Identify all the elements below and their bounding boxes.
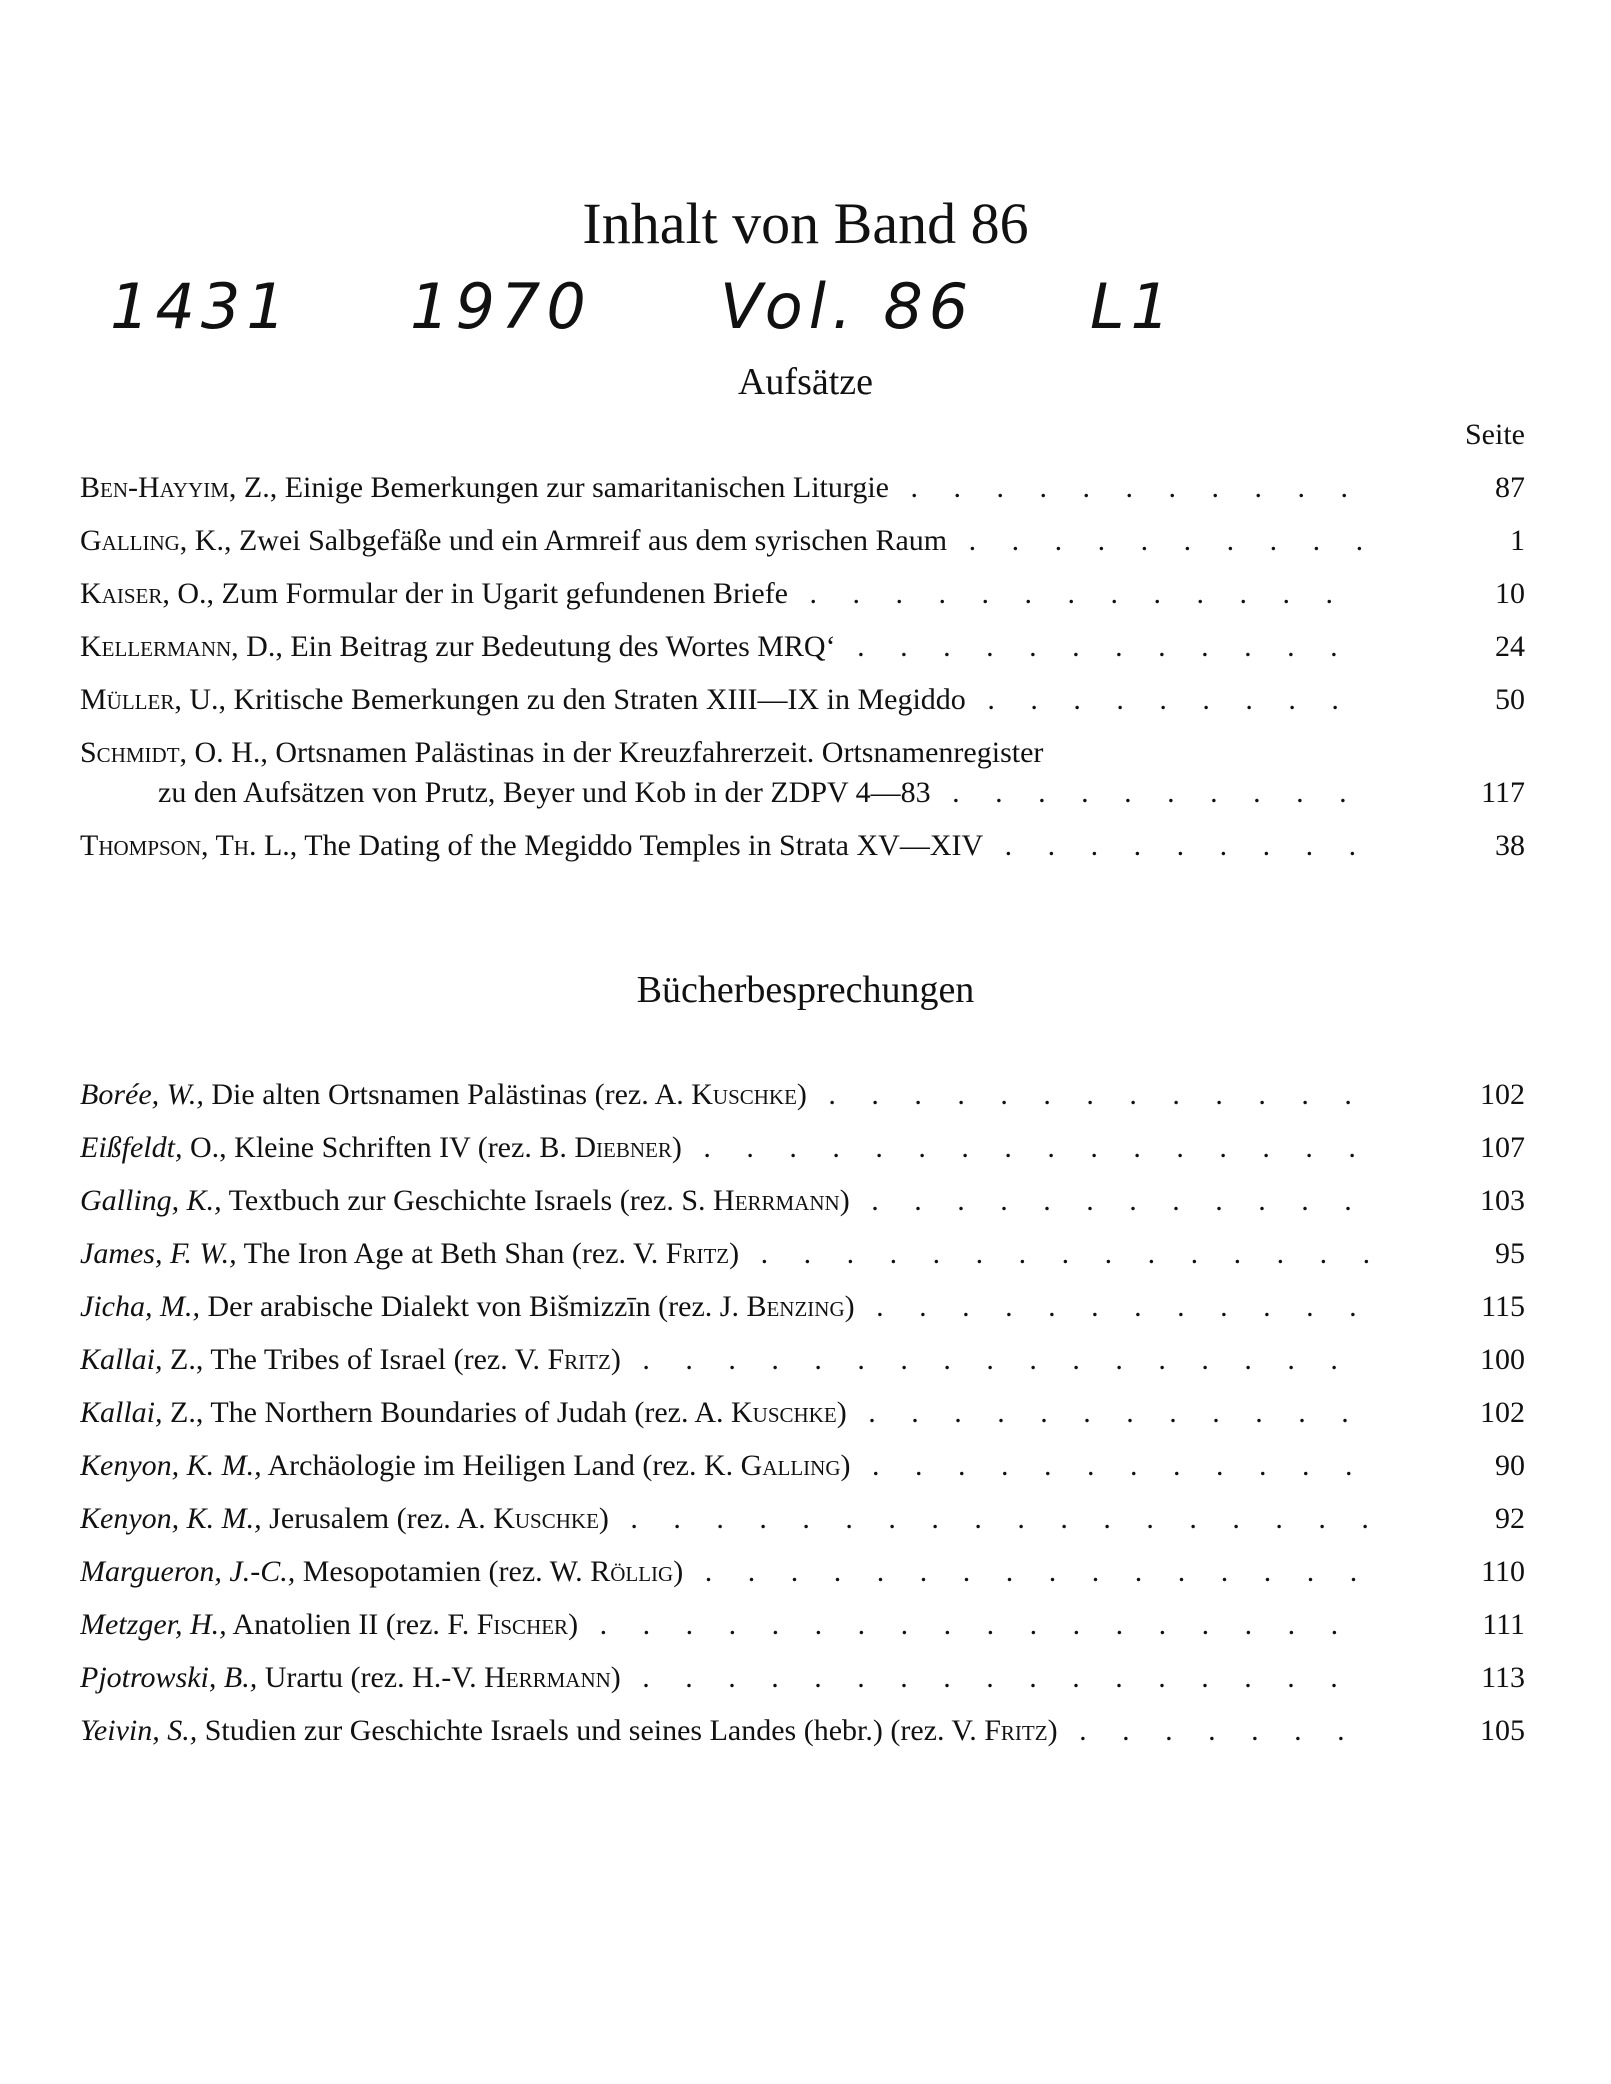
entry-page: 38 <box>1495 829 1525 862</box>
entry-title: Ortsnamen Palästinas in der Kreuzfahrerzeit. Ortsnamenregister <box>275 736 1044 769</box>
entry-page: 90 <box>1495 1449 1525 1482</box>
entry-title: Die alten Ortsnamen Palästinas (rez. A. <box>211 1078 684 1111</box>
entry-title: Textbuch zur Geschichte Israels (rez. S. <box>228 1184 706 1217</box>
entry-author-initials: O., <box>189 1131 227 1164</box>
entry-page: 92 <box>1495 1502 1525 1535</box>
page-column-label: Seite <box>1465 418 1525 451</box>
toc-entry <box>80 629 1525 682</box>
entry-page: 24 <box>1495 630 1525 663</box>
section-heading-buecherbesprechungen: Bücherbesprechungen <box>636 969 975 1011</box>
review-entry: Kenyon, K. M., Jerusalem (rez. A. Kuschke) . . . 92 <box>80 1501 1525 1554</box>
entry-page: 111 <box>1482 1608 1525 1641</box>
entry-title: Kleine Schriften IV (rez. B. <box>234 1131 567 1164</box>
toc-entry <box>80 828 1525 881</box>
entry-page: 50 <box>1495 683 1525 716</box>
entry-author: Borée, W., <box>80 1078 204 1111</box>
entry-author: James, F. W., <box>80 1237 237 1270</box>
handwritten-year: 1970 <box>410 270 592 343</box>
review-entry: Margueron, J.-C., Mesopotamien (rez. W. Röllig) . . . 110 <box>80 1554 1525 1607</box>
entry-author: Müller, U., <box>80 683 226 716</box>
review-entry: Borée, W., Die alten Ortsnamen Palästinas (rez. A. Kuschke) . . . 102 <box>80 1077 1525 1130</box>
entry-author: Schmidt, O. H., <box>80 736 268 769</box>
review-entry: Yeivin, S., Studien zur Geschichte Israels und seines Landes (hebr.) (rez. V. Fritz) . . . 105 <box>80 1713 1525 1766</box>
entry-reviewer: Kuschke <box>731 1396 837 1429</box>
entry-page: 113 <box>1481 1661 1525 1694</box>
entry-page: 117 <box>1481 776 1525 809</box>
entry-author: Eißfeldt, <box>80 1131 183 1164</box>
review-entry: Jicha, M., Der arabische Dialekt von Bišmizzīn (rez. J. Benzing) . . . 115 <box>80 1289 1525 1342</box>
entry-page: 10 <box>1495 577 1525 610</box>
handwritten-volume: Vol. 86 <box>720 270 975 343</box>
section-heading-aufsaetze: Aufsätze <box>737 361 874 403</box>
toc-entry <box>80 576 1525 629</box>
handwritten-code: L1 <box>1090 270 1176 343</box>
toc-entry <box>80 682 1525 735</box>
review-entry: Kallai, Z., The Tribes of Israel (rez. V. Fritz) . . . 100 <box>80 1342 1525 1395</box>
entry-author: Ben-Hayyim, Z., <box>80 471 278 504</box>
aufsaetze-list <box>80 470 1525 881</box>
entry-page: 1 <box>1510 524 1525 557</box>
entry-title: Einige Bemerkungen zur samaritanischen Liturgie <box>284 471 889 504</box>
toc-entry <box>80 735 1525 828</box>
entry-title: Studien zur Geschichte Israels und seines Landes (hebr.) (rez. V. <box>204 1714 977 1747</box>
entry-page: 100 <box>1480 1343 1525 1376</box>
entry-author: Kellermann, D., <box>80 630 283 663</box>
review-entry: Eißfeldt, O., Kleine Schriften IV (rez. B. Diebner) . . . 107 <box>80 1130 1525 1183</box>
entry-title: Kritische Bemerkungen zu den Straten XIII—IX in Megiddo <box>233 683 966 716</box>
entry-reviewer: Fritz <box>547 1343 611 1376</box>
entry-reviewer: Fritz <box>984 1714 1048 1747</box>
entry-reviewer: Herrmann <box>713 1184 840 1217</box>
toc-entry <box>80 470 1525 523</box>
entry-reviewer: Benzing <box>746 1290 845 1323</box>
entry-title: The Iron Age at Beth Shan (rez. V. <box>243 1237 659 1270</box>
entry-title: Der arabische Dialekt von Bišmizzīn (rez. J. <box>207 1290 739 1323</box>
entry-author: Kenyon, K. M., <box>80 1502 262 1535</box>
entry-author: Yeivin, S., <box>80 1714 198 1747</box>
entry-reviewer: Fischer <box>476 1608 569 1641</box>
entry-author: Kallai, <box>80 1343 163 1376</box>
entry-page: 102 <box>1480 1396 1525 1429</box>
entry-author: Kenyon, K. M., <box>80 1449 262 1482</box>
entry-author: Margueron, J.-C., <box>80 1555 296 1588</box>
entry-title: The Dating of the Megiddo Temples in Strata XV—XIV <box>304 829 984 862</box>
entry-reviewer: Kuschke <box>493 1502 599 1535</box>
review-entry: Kallai, Z., The Northern Boundaries of Judah (rez. A. Kuschke) . . . 102 <box>80 1395 1525 1448</box>
entry-page: 87 <box>1495 471 1525 504</box>
entry-author: Thompson, Th. L., <box>80 829 298 862</box>
review-entry: James, F. W., The Iron Age at Beth Shan (rez. V. Fritz) . . . 95 <box>80 1236 1525 1289</box>
entry-title: The Tribes of Israel (rez. V. <box>210 1343 540 1376</box>
page-title: Inhalt von Band 86 <box>582 191 1029 256</box>
entry-title: Archäologie im Heiligen Land (rez. K. <box>267 1449 734 1482</box>
entry-author: Galling, K., <box>80 1184 222 1217</box>
entry-title: Zum Formular der in Ugarit gefundenen Briefe <box>221 577 788 610</box>
entry-page: 115 <box>1481 1290 1525 1323</box>
entry-author: Pjotrowski, B., <box>80 1661 258 1694</box>
entry-author: Jicha, M., <box>80 1290 200 1323</box>
entry-reviewer: Herrmann <box>484 1661 611 1694</box>
handwritten-annotation <box>110 270 1290 350</box>
entry-title-continuation: zu den Aufsätzen von Prutz, Beyer und Kob in der ZDPV 4—83 . . . <box>158 775 1370 811</box>
review-entry: Metzger, H., Anatolien II (rez. F. Fischer) . . . 111 <box>80 1607 1525 1660</box>
entry-page: 107 <box>1480 1131 1525 1164</box>
entry-reviewer: Fritz <box>665 1237 730 1270</box>
entry-reviewer: Röllig <box>590 1555 674 1588</box>
entry-page: 103 <box>1480 1184 1525 1217</box>
entry-title: Ein Beitrag zur Bedeutung des Wortes MRQ‘ <box>290 630 836 663</box>
entry-author-initials: Z., <box>170 1343 204 1376</box>
entry-author-initials: Z., <box>170 1396 204 1429</box>
entry-reviewer: Kuschke <box>691 1078 797 1111</box>
review-entry: Pjotrowski, B., Urartu (rez. H.-V. Herrmann) . . . 113 <box>80 1660 1525 1713</box>
entry-title: Mesopotamien (rez. W. <box>302 1555 583 1588</box>
entry-author: Galling, K., <box>80 524 232 557</box>
handwritten-number: 1431 <box>110 270 292 343</box>
entry-page: 95 <box>1495 1237 1525 1270</box>
entry-author: Kaiser, O., <box>80 577 215 610</box>
buecherbesprechungen-list <box>80 1077 1525 1766</box>
entry-reviewer: Galling <box>740 1449 841 1482</box>
toc-entry <box>80 523 1525 576</box>
entry-title: Jerusalem (rez. A. <box>269 1502 486 1535</box>
review-entry: Galling, K., Textbuch zur Geschichte Israels (rez. S. Herrmann) . . . 103 <box>80 1183 1525 1236</box>
entry-title: The Northern Boundaries of Judah (rez. A. <box>210 1396 724 1429</box>
entry-page: 110 <box>1481 1555 1525 1588</box>
entry-page: 102 <box>1480 1078 1525 1111</box>
entry-author: Kallai, <box>80 1396 163 1429</box>
entry-title: Zwei Salbgefäße und ein Armreif aus dem syrischen Raum <box>238 524 948 557</box>
entry-author: Metzger, H., <box>80 1608 227 1641</box>
review-entry: Kenyon, K. M., Archäologie im Heiligen Land (rez. K. Galling) . . . 90 <box>80 1448 1525 1501</box>
entry-reviewer: Diebner <box>574 1131 672 1164</box>
entry-title: Anatolien II (rez. F. <box>232 1608 470 1641</box>
entry-page: 105 <box>1480 1714 1525 1747</box>
entry-title: Urartu (rez. H.-V. <box>264 1661 477 1694</box>
